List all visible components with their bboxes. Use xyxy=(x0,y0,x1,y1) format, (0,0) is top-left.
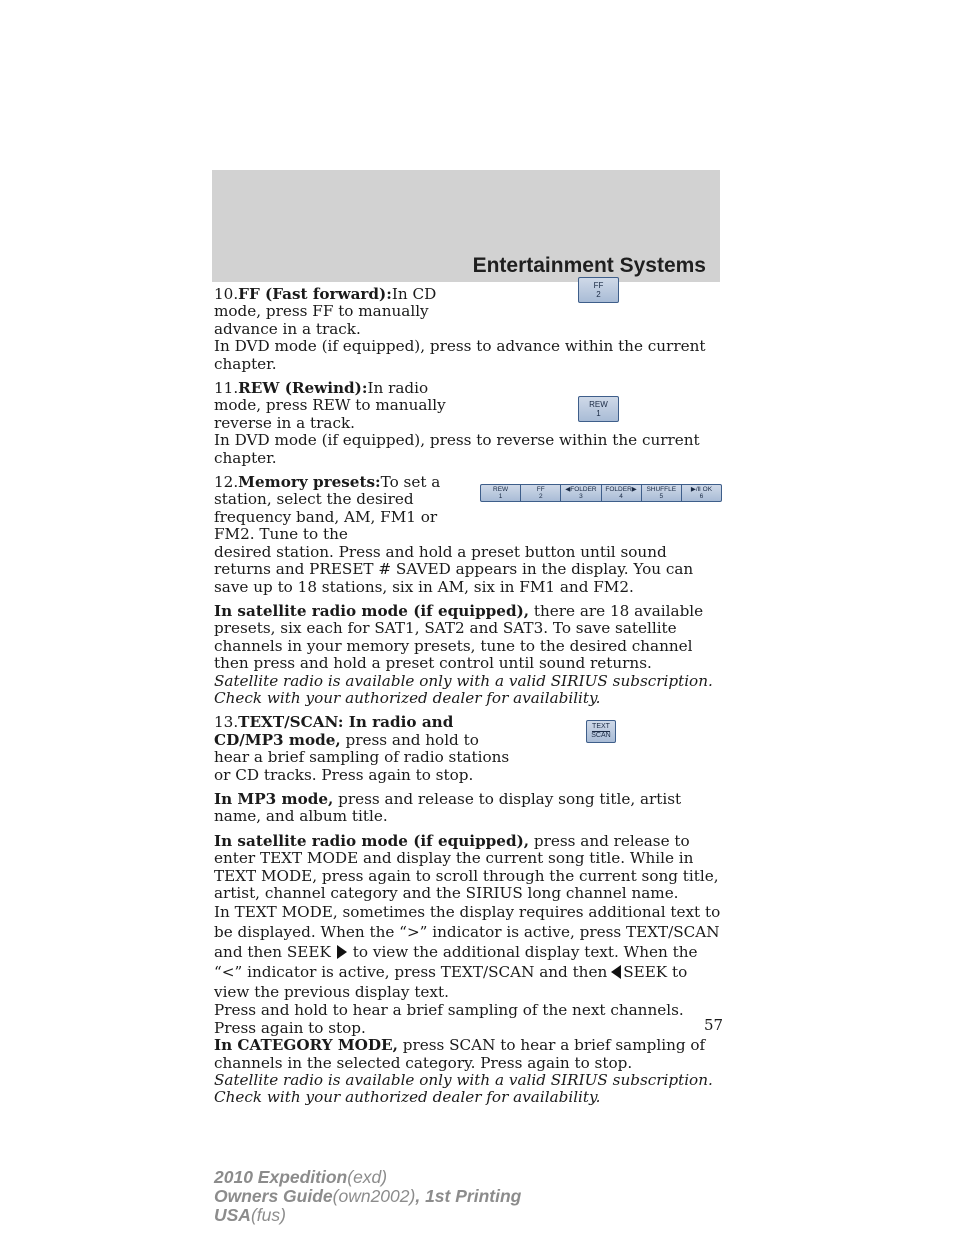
section-title: Entertainment Systems xyxy=(472,254,706,277)
preset-6-number: 6 xyxy=(699,493,704,501)
mp3-term: In MP3 mode, xyxy=(214,789,334,808)
sat-text-term: In satellite radio mode (if equipped), xyxy=(214,831,530,850)
preset-2-number: 2 xyxy=(538,493,543,501)
presets-lead-text: To set a station, select the desired frequency band, AM, FM1 or FM2. Tune to the xyxy=(214,473,441,544)
sat-presets-term: In satellite radio mode (if equipped), xyxy=(214,601,530,620)
seek-text-b: to view the additional display text. When the “<” indicator is active, press TEXT/SCAN and then xyxy=(214,943,698,982)
text-scan-number: 13. xyxy=(214,713,239,732)
text-scan-lead xyxy=(214,714,514,784)
text-scan-button-illustration xyxy=(586,720,616,743)
text-scan-term: TEXT/SCAN: In radio and CD/MP3 mode, xyxy=(214,713,454,749)
seek-text-c: SEEK to view the previous display text. xyxy=(214,963,688,1002)
print-footer xyxy=(214,1168,521,1225)
rew-lead-text: In radio mode, press REW to manually reverse in a track. xyxy=(214,379,446,432)
rew-continuation: In DVD mode (if equipped), press to reverse within the current chapter. xyxy=(214,431,700,467)
preset-button-5 xyxy=(642,485,682,501)
text-scan-button-bottom: SCAN xyxy=(591,732,611,740)
category-note xyxy=(214,1072,722,1107)
page-number: 57 xyxy=(704,1016,724,1034)
preset-2-label: FF xyxy=(536,486,545,494)
item-ff xyxy=(214,281,722,373)
footer-line-2 xyxy=(214,1187,521,1206)
sat-presets-text: there are 18 available presets, six each for SAT1, SAT2 and SAT3. To save satellite channels in your memory presets, tune to the desired channel then press and hold a preset control until sound returns. xyxy=(214,601,704,673)
page-content xyxy=(214,281,722,1114)
footer-line-3 xyxy=(214,1206,521,1225)
ff-continuation: In DVD mode (if equipped), press to advance within the current chapter. xyxy=(214,337,706,373)
seek-left-icon xyxy=(611,965,621,979)
sat-text-seek-paragraph xyxy=(214,902,722,1002)
category-note-text: Satellite radio is available only with a valid SIRIUS subscription. Check with your authorized dealer for availability. xyxy=(214,1071,713,1107)
preset-4-label: FOLDER▶ xyxy=(605,486,637,494)
ff-lead-text: In CD mode, press FF to manually advance in a track. xyxy=(214,285,437,338)
preset-button-6 xyxy=(682,485,721,501)
preset-buttons-illustration xyxy=(480,484,722,502)
rew-button-illustration xyxy=(578,396,619,422)
rew-number: 11. xyxy=(214,379,239,398)
category-paragraph xyxy=(214,1037,722,1072)
presets-number: 12. xyxy=(214,473,239,492)
sat-presets-note xyxy=(214,673,722,708)
category-text: press SCAN to hear a brief sampling of channels in the selected category. Press again to stop. xyxy=(214,1036,706,1072)
rew-lead xyxy=(214,380,476,432)
sat-text-text: press and release to enter TEXT MODE and display the current song title. While in TEXT MODE, press again to scroll through the current song title, artist, channel category and the SIRIUS long channel name. xyxy=(214,831,719,902)
preset-1-label: REW xyxy=(493,486,509,494)
seek-right-icon xyxy=(337,945,347,959)
footer-region: USA xyxy=(214,1205,251,1225)
mp3-text: press and release to display song title, artist name, and album title. xyxy=(214,789,682,826)
text-scan-button-top: TEXT xyxy=(592,723,610,731)
footer-guide: Owners Guide xyxy=(214,1186,333,1206)
item-rew xyxy=(214,380,722,467)
ff-term: FF (Fast forward): xyxy=(238,285,392,303)
footer-model: 2010 Expedition xyxy=(214,1167,348,1187)
text-scan-lead-text: press and hold to hear a brief sampling of radio stations or CD tracks. Press again to stop. xyxy=(214,730,510,784)
footer-printing: , 1st Printing xyxy=(415,1186,522,1206)
footer-model-code: (exd) xyxy=(347,1167,388,1187)
preset-button-3 xyxy=(561,485,601,501)
footer-line-1 xyxy=(214,1168,521,1187)
section-header-band xyxy=(212,170,720,282)
preset-3-number: 3 xyxy=(579,493,583,501)
presets-term: Memory presets: xyxy=(238,473,381,492)
sat-text-scan-paragraph: Press and hold to hear a brief sampling of the next channels. Press again to stop. xyxy=(214,1001,684,1037)
sat-text-paragraph xyxy=(214,833,722,903)
sat-presets-paragraph xyxy=(214,603,722,673)
rew-button-label: REW xyxy=(589,400,608,410)
preset-button-1 xyxy=(481,485,521,501)
rew-button-number: 1 xyxy=(596,409,601,419)
ff-button-label: FF xyxy=(593,281,604,290)
ff-button-illustration xyxy=(578,277,619,303)
item-text-scan xyxy=(214,714,722,784)
preset-3-label: ◀FOLDER xyxy=(565,486,597,494)
presets-lead xyxy=(214,474,476,544)
preset-6-label: ▶/Ⅱ OK xyxy=(690,486,713,494)
category-term: In CATEGORY MODE, xyxy=(214,1036,398,1055)
seek-text-a: In TEXT MODE, sometimes the display requires additional text to be displayed. When the “>” indicator is active, press TEXT/SCAN and then SEEK xyxy=(214,903,721,962)
preset-1-number: 1 xyxy=(498,493,503,501)
ff-number: 10. xyxy=(214,285,239,303)
ff-lead xyxy=(214,286,476,338)
item-presets xyxy=(214,474,722,596)
preset-4-number: 4 xyxy=(619,493,623,501)
preset-5-label: SHUFFLE xyxy=(646,486,677,494)
preset-button-4 xyxy=(602,485,642,501)
mp3-paragraph xyxy=(214,791,722,826)
preset-5-number: 5 xyxy=(659,493,664,501)
footer-guide-code: (own2002) xyxy=(332,1186,416,1206)
footer-region-code: (fus) xyxy=(250,1205,286,1225)
ff-button-number: 2 xyxy=(596,290,601,299)
sat-presets-note-text: Satellite radio is available only with a valid SIRIUS subscription. Check with your authorized dealer for availability. xyxy=(214,671,713,707)
rew-term: REW (Rewind): xyxy=(238,379,368,398)
presets-continuation: desired station. Press and hold a preset button until sound returns and PRESET # SAVED appears in the display. You can save up to 18 stations, six in AM, six in FM1 and FM2. xyxy=(214,542,694,596)
preset-button-2 xyxy=(521,485,561,501)
